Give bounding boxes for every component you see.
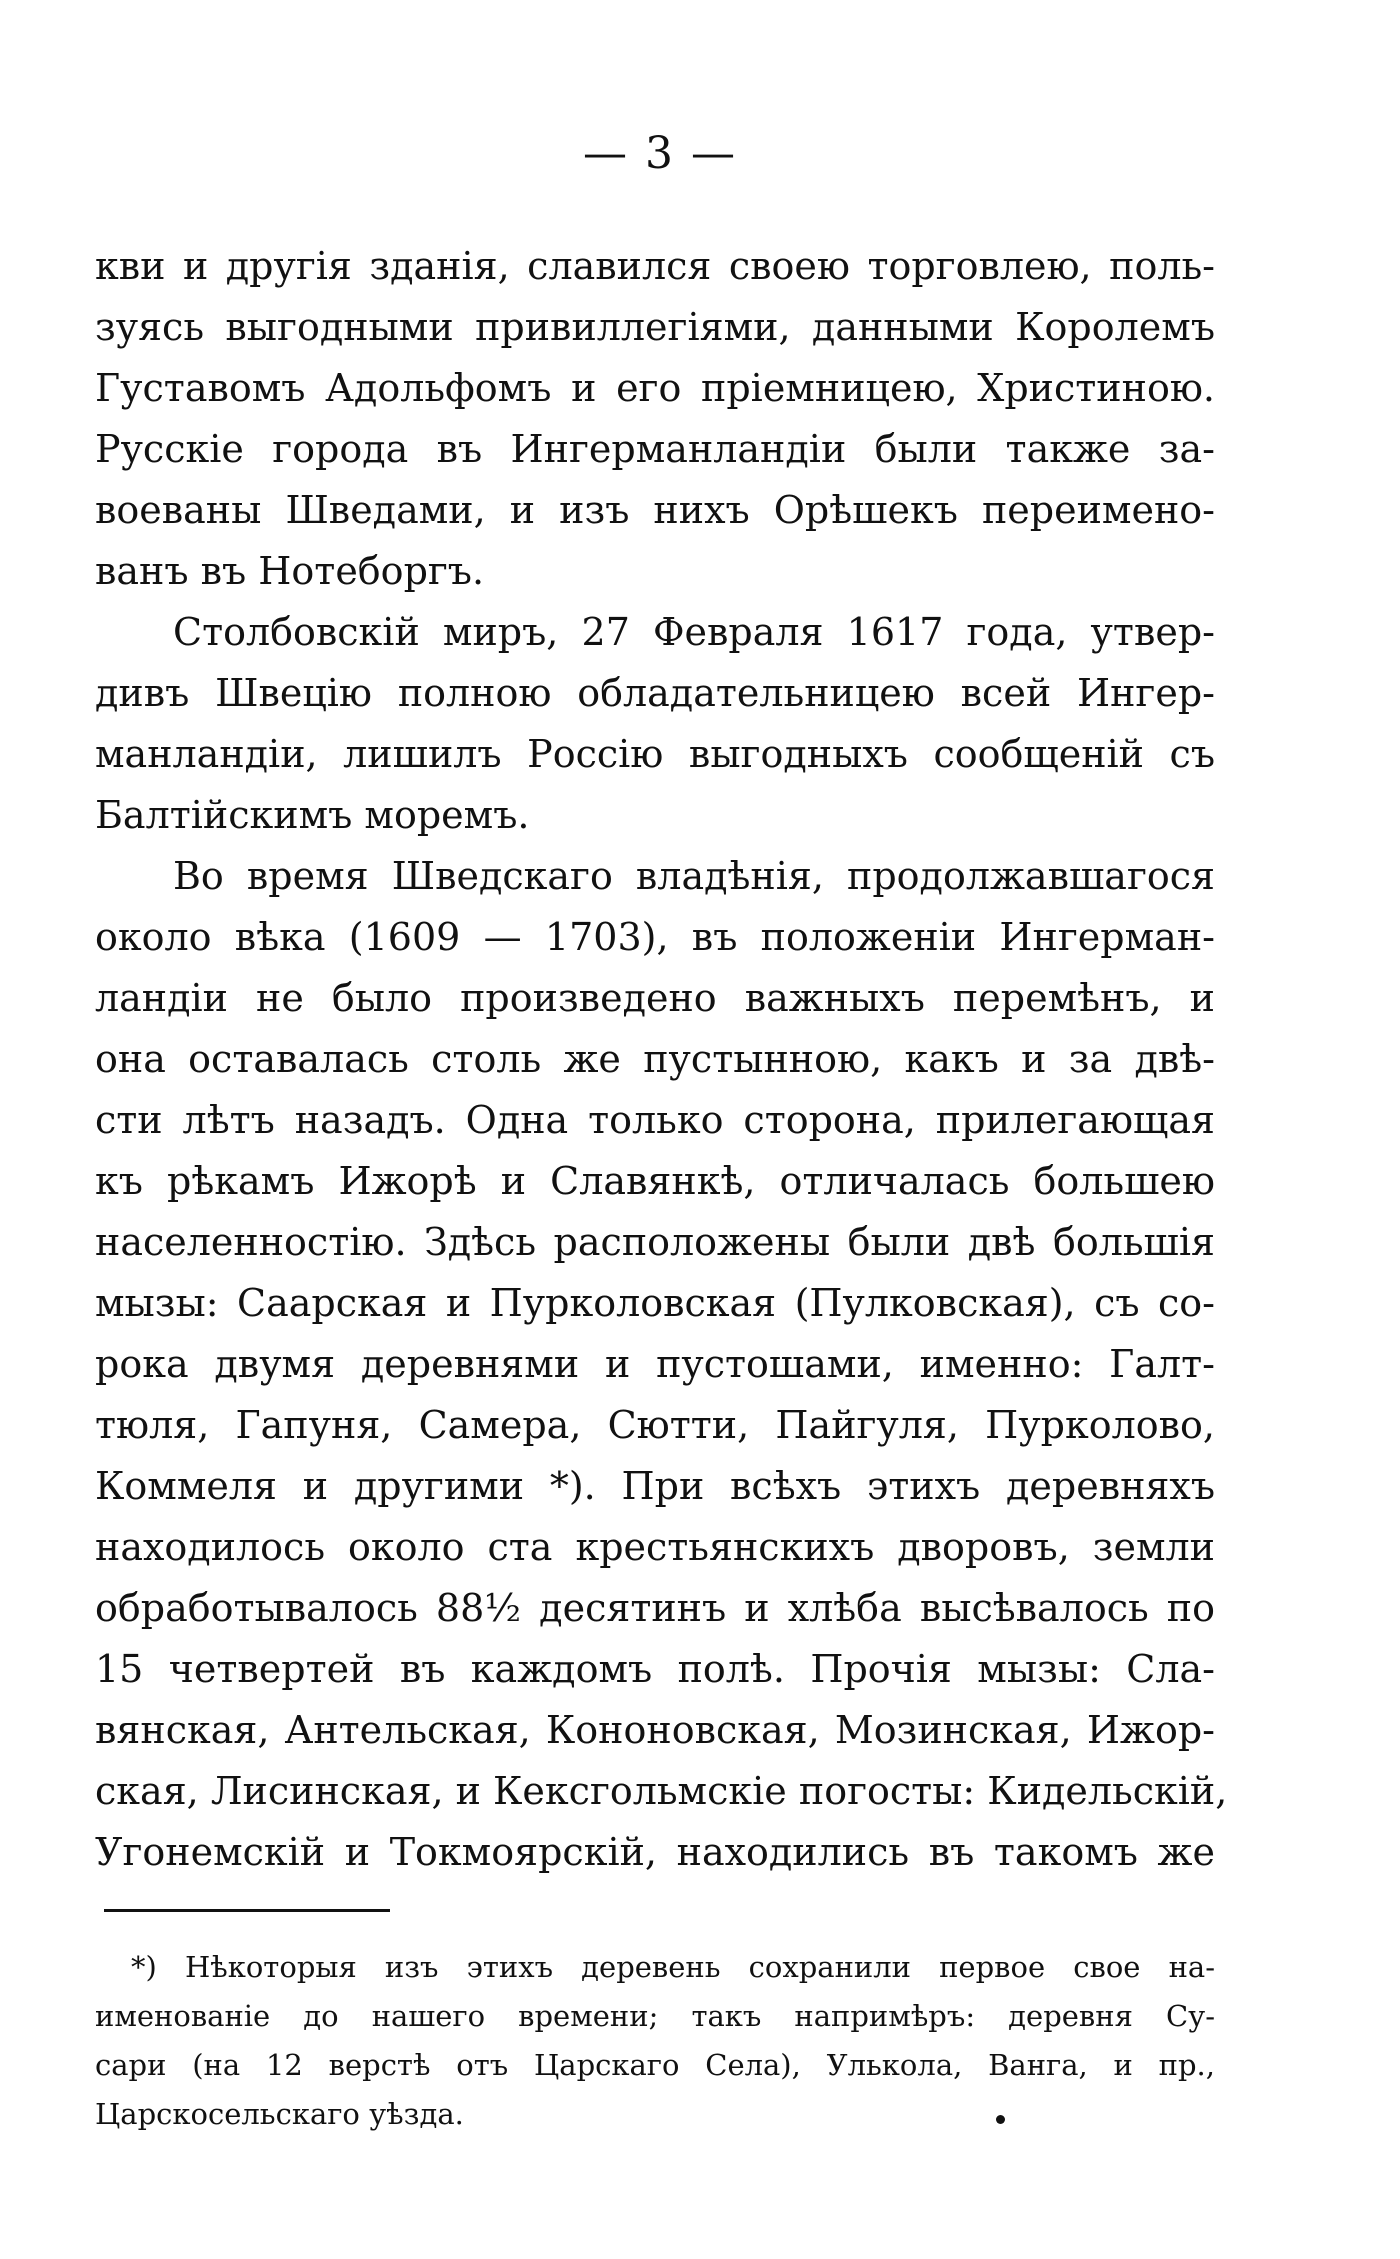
text-line: воеваны Шведами, и изъ нихъ Орѣшекъ переимено-	[95, 488, 1215, 532]
text-line: Коммеля и другими *). При всѣхъ этихъ деревняхъ	[95, 1464, 1215, 1508]
text-line: рока двумя деревнями и пустошами, именно: Галт-	[95, 1342, 1215, 1386]
paragraph-start-line: Во время Шведскаго владѣнія, продолжавшагося	[173, 854, 1215, 898]
footnote-line: сари (на 12 верстѣ отъ Царскаго Села), Улькола, Ванга, и пр.,	[95, 2048, 1215, 2082]
text-line: обработывалось 88½ десятинъ и хлѣба высѣвалось по	[95, 1586, 1215, 1630]
page-number: — 3 —	[583, 128, 737, 179]
text-line: ская, Лисинская, и Кексгольмскіе погосты: Кидельскій,	[95, 1769, 1228, 1813]
main-text	[95, 236, 1228, 1883]
text-line: вянская, Антельская, Кононовская, Мозинская, Ижор-	[95, 1708, 1215, 1752]
text-line: манландіи, лишилъ Россію выгодныхъ сообщеній съ	[95, 732, 1215, 776]
text-line: мызы: Саарская и Пурколовская (Пулковская), съ со-	[95, 1281, 1215, 1325]
text-line: находилось около ста крестьянскихъ дворовъ, земли	[95, 1525, 1215, 1569]
text-line: она оставалась столь же пустынною, какъ и за двѣ-	[95, 1037, 1215, 1081]
text-line: къ рѣкамъ Ижорѣ и Славянкѣ, отличалась большею	[95, 1159, 1215, 1203]
text-line: Балтійскимъ моремъ.	[95, 793, 530, 837]
text-line: кви и другія зданія, славился своею торговлею, поль-	[95, 244, 1215, 288]
text-line: тюля, Гапуня, Самера, Сютти, Пайгуля, Пурколово,	[95, 1403, 1215, 1447]
text-line: ванъ въ Нотеборгъ.	[95, 549, 485, 593]
footnote-line: Царскосельскаго уѣзда.	[95, 2097, 464, 2131]
text-line: Русскіе города въ Ингерманландіи были также за-	[95, 427, 1215, 471]
text-line: населенностію. Здѣсь расположены были двѣ большія	[95, 1220, 1215, 1264]
ink-speck	[996, 2115, 1005, 2124]
text-line: зуясь выгодными привиллегіями, данными Королемъ	[95, 305, 1215, 349]
text-line: ландіи не было произведено важныхъ перемѣнъ, и	[95, 976, 1215, 1020]
paragraph-start-line: Столбовскій миръ, 27 Февраля 1617 года, утвер-	[173, 610, 1215, 654]
text-line: сти лѣтъ назадъ. Одна только сторона, прилегающая	[95, 1098, 1215, 1142]
text-line: Угонемскій и Токмоярскій, находились въ такомъ же	[95, 1830, 1215, 1874]
text-line: 15 четвертей въ каждомъ полѣ. Прочія мызы: Сла-	[95, 1647, 1215, 1691]
footnote-separator	[104, 1909, 390, 1912]
footnote-line: именованіе до нашего времени; такъ напримѣръ: деревня Су-	[95, 1999, 1215, 2033]
footnote	[95, 1943, 1215, 2139]
text-line: дивъ Швецію полною обладательницею всей Ингер-	[95, 671, 1215, 715]
text-line: Густавомъ Адольфомъ и его пріемницею, Христиною.	[95, 366, 1215, 410]
text-line: около вѣка (1609 — 1703), въ положеніи Ингерман-	[95, 915, 1215, 959]
footnote-line: *) Нѣкоторыя изъ этихъ деревень сохранили первое свое на-	[131, 1950, 1215, 1984]
